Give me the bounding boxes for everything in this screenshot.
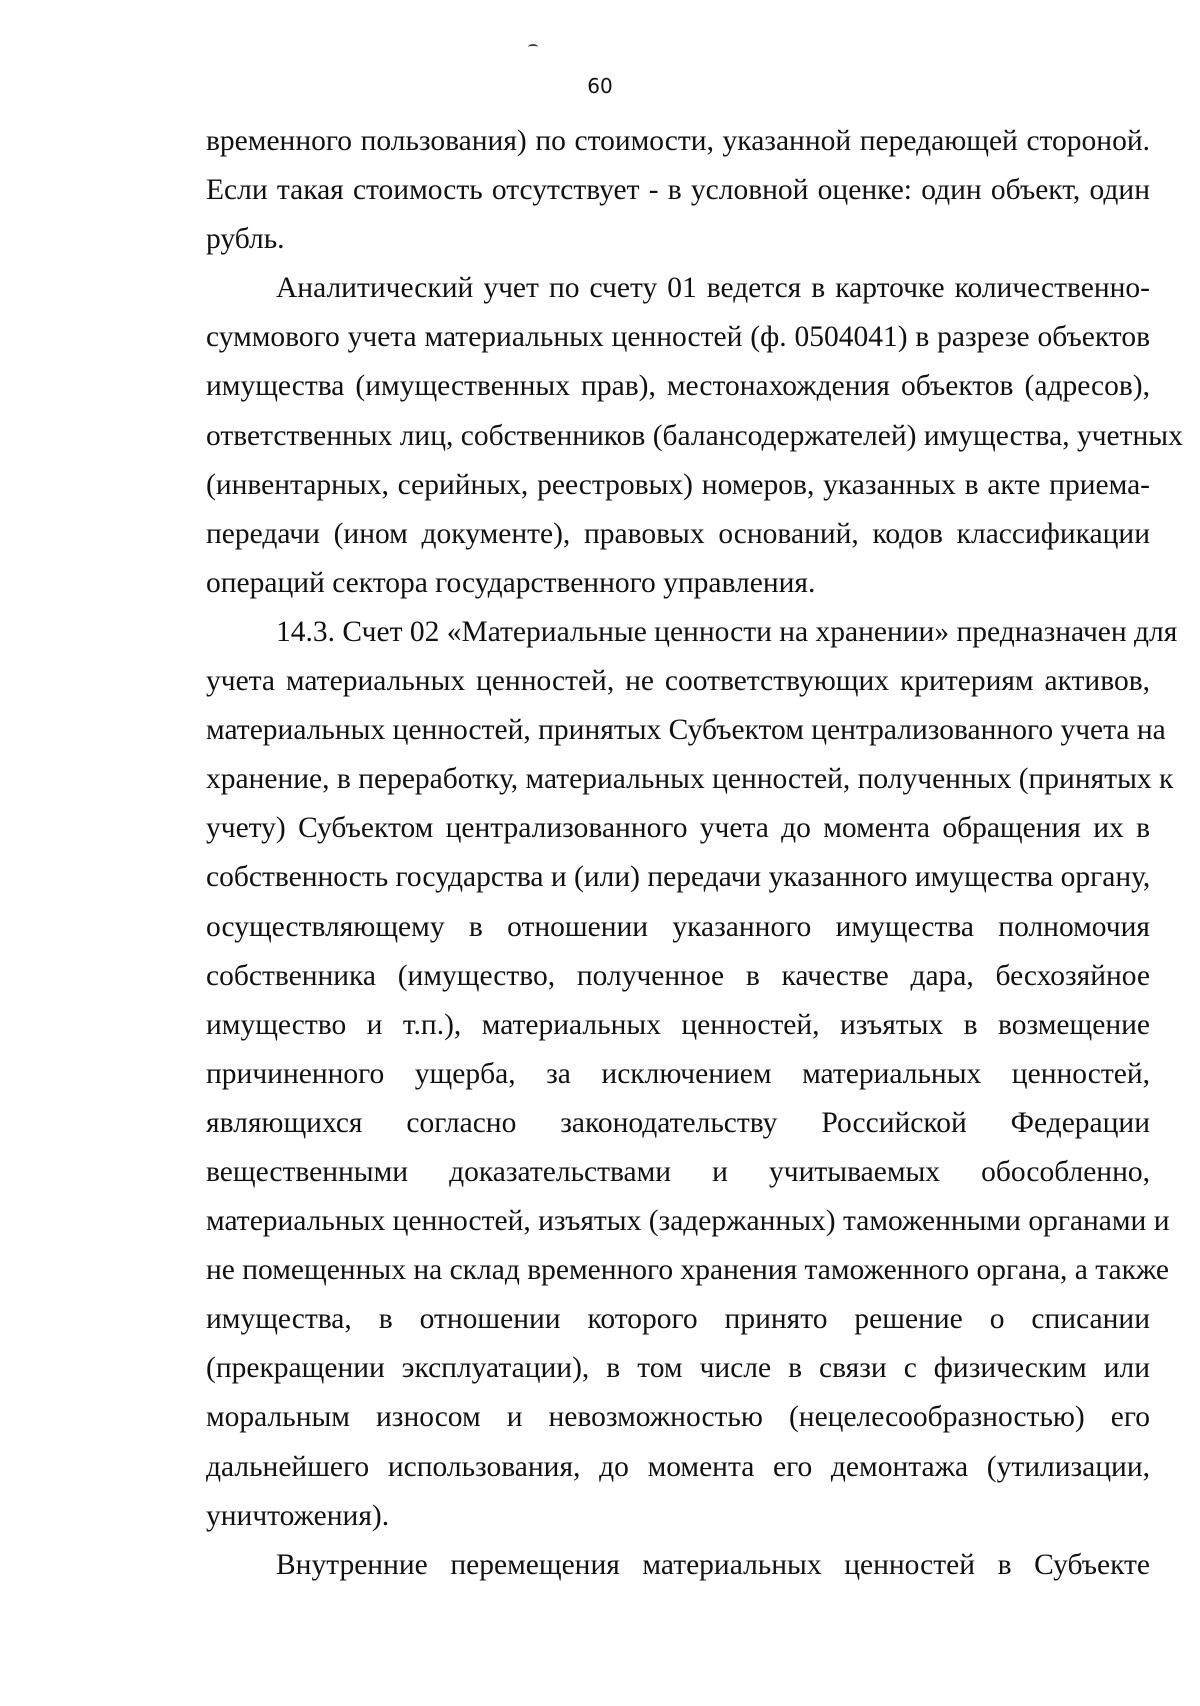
text-line: являющихся согласно законодательству Российской Федерации <box>206 1106 1150 1139</box>
text-line: учету) Субъектом централизованного учета до момента обращения их в <box>206 812 1150 845</box>
text-line: вещественными доказательствами и учитываемых обособленно, <box>206 1155 1150 1188</box>
text-line: имущества, в отношении которого принято решение о списании <box>206 1303 1150 1336</box>
text-line: уничтожения). <box>206 1499 390 1532</box>
text-line: суммового учета материальных ценностей (ф. 0504041) в разрезе объектов <box>206 321 1150 354</box>
text-line: передачи (ином документе), правовых оснований, кодов классификации <box>206 517 1150 550</box>
text-line: рубль. <box>206 223 285 256</box>
text-line: (инвентарных, серийных, реестровых) номеров, указанных в акте приема- <box>206 468 1150 501</box>
text-line: ответственных лиц, собственников (балансодержателей) имущества, учетных <box>206 419 1183 452</box>
text-line: причиненного ущерба, за исключением материальных ценностей, <box>206 1057 1150 1090</box>
text-line: учета материальных ценностей, не соответствующих критериям активов, <box>206 665 1150 698</box>
paragraph <box>206 1541 1150 1590</box>
text-line: не помещенных на склад временного хранения таможенного органа, а также <box>206 1254 1170 1287</box>
text-line: (прекращении эксплуатации), в том числе в связи с физическим или <box>206 1352 1150 1385</box>
paragraph <box>206 608 1178 1541</box>
page-number: 60 <box>587 74 613 98</box>
text-line: операций сектора государственного управления. <box>206 566 816 599</box>
text-line: моральным износом и невозможностью (нецелесообразностью) его <box>206 1401 1150 1434</box>
text-line: дальнейшего использования, до момента его демонтажа (утилизации, <box>206 1450 1150 1483</box>
text-line: собственность государства и (или) передачи указанного имущества органу, <box>206 861 1151 894</box>
text-line: 14.3. Счет 02 «Материальные ценности на хранении» предназначен для <box>276 615 1178 648</box>
text-line: материальных ценностей, принятых Субъектом централизованного учета на <box>206 714 1166 747</box>
paragraph <box>206 264 1183 608</box>
text-line: Если такая стоимость отсутствует - в условной оценке: один объект, один <box>206 174 1150 207</box>
scan-mark <box>528 44 538 50</box>
document-body <box>206 117 1183 1590</box>
text-line: хранение, в переработку, материальных ценностей, полученных (принятых к <box>206 763 1174 796</box>
text-line: собственника (имущество, полученное в качестве дара, бесхозяйное <box>206 959 1150 992</box>
paragraph <box>206 117 1150 264</box>
text-line: временного пользования) по стоимости, указанной передающей стороной. <box>206 125 1150 157</box>
text-line: имущество и т.п.), материальных ценностей, изъятых в возмещение <box>206 1008 1150 1041</box>
text-line: Внутренние перемещения материальных ценностей в Субъекте <box>276 1548 1150 1581</box>
text-line: материальных ценностей, изъятых (задержанных) таможенными органами и <box>206 1205 1170 1238</box>
text-line: Аналитический учет по счету 01 ведется в карточке количественно- <box>276 272 1150 305</box>
text-line: осуществляющему в отношении указанного имущества полномочия <box>206 910 1150 943</box>
text-line: имущества (имущественных прав), местонахождения объектов (адресов), <box>206 370 1150 403</box>
